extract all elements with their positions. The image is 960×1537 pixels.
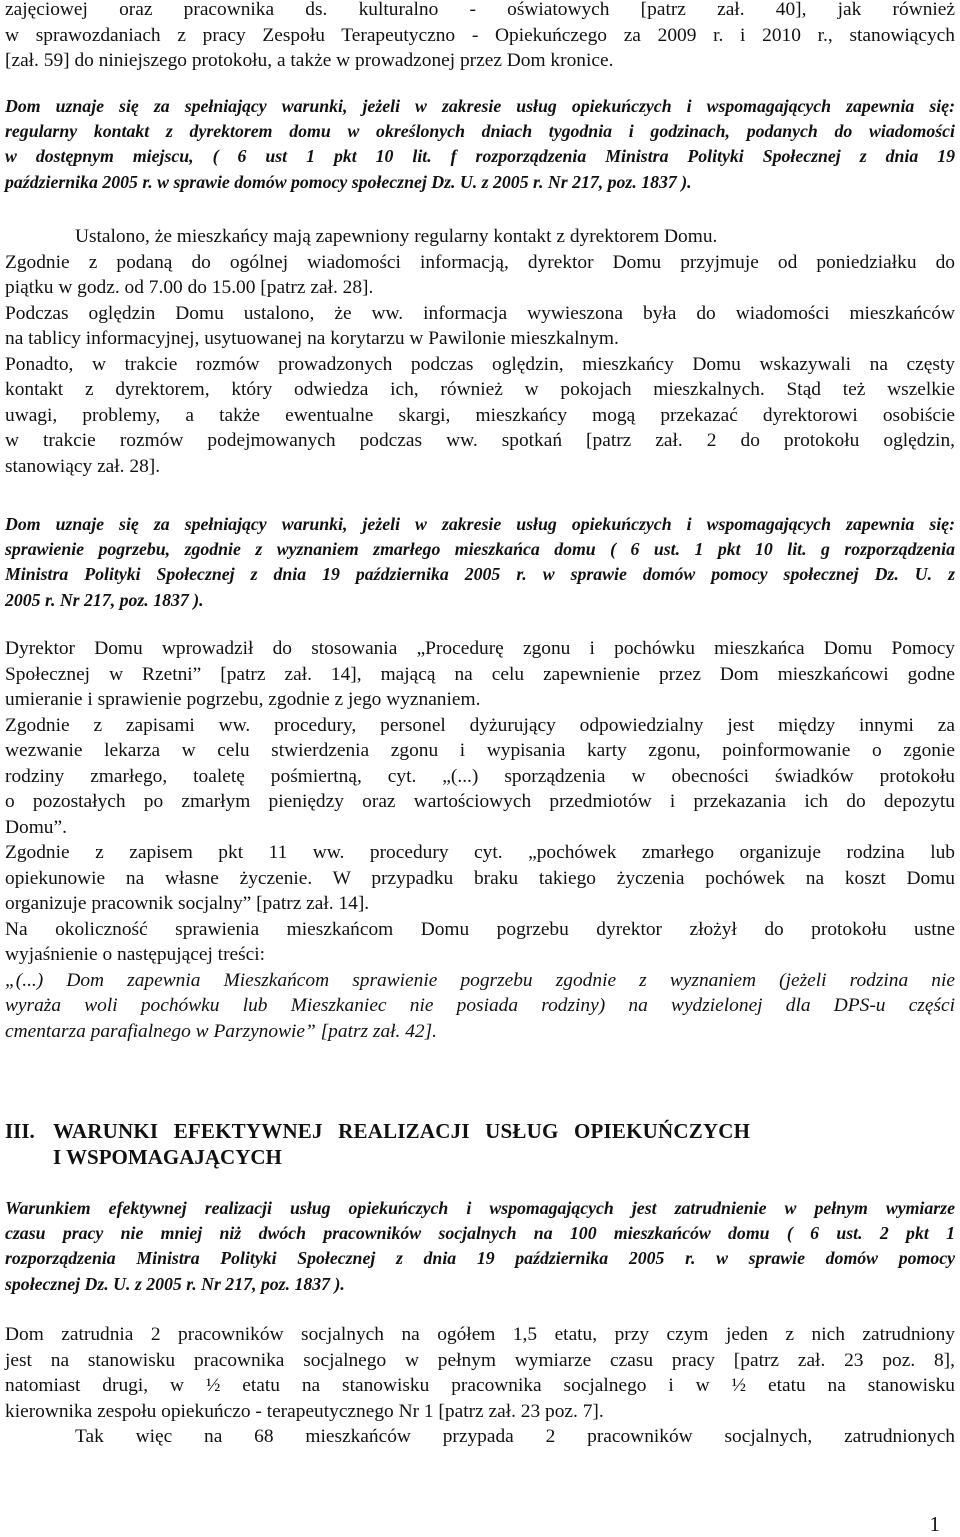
text-line: rodziny zmarłego, toaletę pośmiertną, cyt. „(...) sporządzenia w obecności świadków protokołu (5, 765, 955, 787)
text-line: organizuje pracownik socjalny” [patrz zał. 14]. (5, 893, 370, 914)
text-line: Tak więc na 68 mieszkańców przypada 2 pracowników socjalnych, zatrudnionych (75, 1426, 955, 1447)
section-number: III. (5, 1119, 35, 1143)
requirement-funeral (5, 512, 955, 613)
text-line: opiekunowie na własne życzenie. W przypadku braku takiego życzenia pochówek na koszt Domu (5, 867, 955, 889)
findings-social-workers (5, 1322, 955, 1450)
text-line: Zgodnie z podaną do ogólnej wiadomości informacją, dyrektor Domu przyjmuje od poniedziałku do (5, 251, 955, 273)
text-line: Domu”. (5, 816, 67, 838)
text-line: Podczas oględzin Domu ustalono, że ww. informacja wywieszona była do wiadomości mieszkańców (5, 302, 955, 324)
text-line: Na okoliczność sprawienia mieszkańcom Domu pogrzebu dyrektor złożył do protokołu ustne (5, 918, 955, 940)
text-line: społecznej Dz. U. z 2005 r. Nr 217, poz. 1837 ). (5, 1273, 345, 1294)
text-line: regularny kontakt z dyrektorem domu w określonych dniach tygodnia i godzinach, podanych do wiadomości (5, 121, 955, 142)
text-line: natomiast drugi, w ½ etatu na stanowisku pracownika socjalnego i w ½ etatu na stanowisku (5, 1375, 955, 1396)
text-line: Ustalono, że mieszkańcy mają zapewniony regularny kontakt z dyrektorem Domu. (75, 226, 718, 247)
requirement-social-workers (5, 1196, 955, 1297)
text-line: wezwanie lekarza w celu stwierdzenia zgonu i wypisania karty zgonu, poinformowanie o zgonie (5, 740, 955, 761)
paragraph-intro (5, 0, 955, 74)
text-line: kierownika zespołu opiekuńczo - terapeutycznego Nr 1 [patrz zał. 23 poz. 7]. (5, 1400, 604, 1422)
requirement-regular-contact (5, 94, 955, 195)
text-line: stanowiący zał. 28]. (5, 455, 161, 477)
text-line: kontakt z dyrektorem, który odwiedza ich, również w pokojach mieszkalnych. Stąd też wszelkie (5, 379, 955, 400)
text-line: Dom zatrudnia 2 pracowników socjalnych na ogółem 1,5 etatu, przy czym jeden z nich zatrudniony (5, 1324, 955, 1345)
text-line: jest na stanowisku pracownika socjalnego w pełnym wymiarze czasu pracy [patrz zał. 23 poz. 8], (5, 1349, 955, 1371)
page-number: 1 (929, 1512, 940, 1536)
section-title-line1: WARUNKI EFEKTYWNEJ REALIZACJI USŁUG OPIEKUŃCZYCH (53, 1119, 751, 1143)
text-line: października 2005 r. w sprawie domów pomocy społecznej Dz. U. z 2005 r. Nr 217, poz. 1837 ). (5, 171, 692, 192)
text-line: Zgodnie z zapisami ww. procedury, personel dyżurujący odpowiedzialny jest między innymi za (5, 714, 955, 736)
text-line: Ponadto, w trakcie rozmów prowadzonych podczas oględzin, mieszkańcy Domu wskazywali na częsty (5, 353, 955, 375)
text-line: 2005 r. Nr 217, poz. 1837 ). (5, 589, 204, 610)
text-line: w trakcie rozmów podejmowanych podczas ww. spotkań [patrz zał. 2 do protokołu oględzin, (5, 430, 955, 451)
text-line: sprawienie pogrzebu, zgodnie z wyznaniem zmarłego mieszkańca domu ( 6 ust. 1 pkt 10 lit. g rozporządzenia (5, 539, 955, 560)
text-line: w sprawozdaniach z pracy Zespołu Terapeutyczno - Opiekuńczego za 2009 r. i 2010 r., stanowiących (5, 24, 955, 46)
text-line: umieranie i sprawienie pogrzebu, zgodnie z jego wyznaniem. (5, 689, 481, 710)
text-line: rozporządzenia Ministra Polityki Społecznej z dnia 19 października 2005 r. w sprawie domów pomocy (5, 1248, 955, 1269)
section-title-line2: I WSPOMAGAJĄCYCH (53, 1145, 282, 1169)
text-line: Zgodnie z zapisem pkt 11 ww. procedury cyt. „pochówek zmarłego organizuje rodzina lub (5, 842, 955, 863)
text-line: Warunkiem efektywnej realizacji usług opiekuńczych i wspomagających jest zatrudnienie w pełnym wymiarze (5, 1198, 955, 1218)
text-line: Dyrektor Domu wprowadził do stosowania „Procedurę zgonu i pochówku mieszkańca Domu Pomocy (5, 638, 955, 659)
text-line: Dom uznaje się za spełniający warunki, jeżeli w zakresie usług opiekuńczych i wspomagających zapewnia się: (5, 514, 955, 534)
text-line: uwagi, problemy, a także ewentualne skargi, mieszkańcy mogą przekazać dyrektorowi osobiście (5, 404, 955, 426)
text-line: Społecznej w Rzetni” [patrz zał. 14], mającą na celu zapewnienie przez Dom mieszkańcowi godne (5, 663, 955, 685)
text-line: wyjaśnienie o następującej treści: (5, 944, 266, 965)
text-line: piątku w godz. od 7.00 do 15.00 [patrz zał. 28]. (5, 277, 374, 298)
text-line: [zał. 59] do niniejszego protokołu, a także w prowadzonej przez Dom kronice. (5, 50, 614, 71)
text-line: zajęciowej oraz pracownika ds. kulturalno - oświatowych [patrz zał. 40], jak również (5, 0, 955, 20)
quote-line: „(...) Dom zapewnia Mieszkańcom sprawienie pogrzebu zgodnie z wyznaniem (jeżeli rodzina nie (5, 969, 955, 991)
quote-line: cmentarza parafialnego w Parzynowie” [patrz zał. 42]. (5, 1020, 438, 1042)
text-line: Dom uznaje się za spełniający warunki, jeżeli w zakresie usług opiekuńczych i wspomagających zapewnia się: (5, 96, 955, 116)
section-heading (5, 1118, 750, 1170)
text-line: Ministra Polityki Społecznej z dnia 19 października 2005 r. w sprawie domów pomocy społecznej Dz. U. z (5, 564, 955, 585)
findings-funeral (5, 636, 955, 1044)
text-line: czasu pracy nie mniej niż dwóch pracowników socjalnych na 100 mieszkańców domu ( 6 ust. 2 pkt 1 (5, 1223, 955, 1244)
text-line: w dostępnym miejscu, ( 6 ust 1 pkt 10 lit. f rozporządzenia Ministra Polityki Społecznej z dnia 19 (5, 146, 955, 167)
text-line: o pozostałych po zmarłym pieniędzy oraz wartościowych przedmiotów i przekazania ich do depozytu (5, 791, 955, 812)
text-line: na tablicy informacyjnej, usytuowanej na korytarzu w Pawilonie mieszkalnym. (5, 328, 619, 349)
findings-regular-contact (5, 224, 955, 479)
quote-line: wyraża woli pochówku lub Mieszkaniec nie posiada rodziny) na wydzielonej dla DPS-u części (5, 995, 955, 1016)
